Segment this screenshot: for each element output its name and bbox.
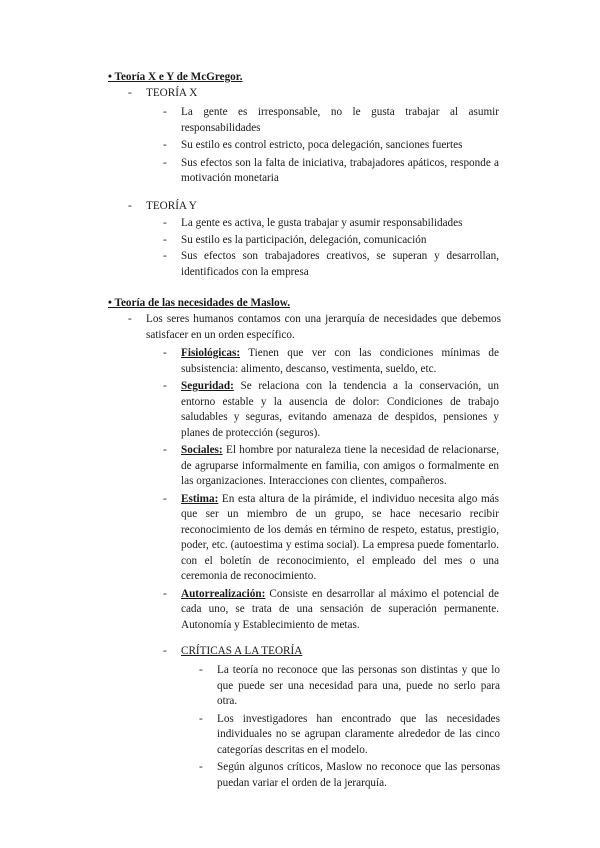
section-title-mcgregor: • Teoría X e Y de McGregor. (108, 71, 243, 83)
critiques-list (199, 663, 500, 791)
critiques-heading-row: - CRÍTICAS A LA TEORÍA (163, 645, 303, 657)
theory-x-heading-row (128, 86, 506, 102)
maslow-intro: - Los seres humanos contamos con una jerarquía de necesidades que debemos satisfacer en un orden específico. (128, 313, 501, 341)
theory-x-list (163, 105, 499, 187)
dash-bullet: - (128, 87, 132, 99)
need-item-esteem: - Estima: En esta altura de la pirámide, el individuo necesita algo más que ser un miembro de un grupo, se hace necesario recibir reconocimiento de los demás en término de respeto, estatus, prestigio, poder, etc. (autoestima y estima social). La empresa puede fomentarlo. con el boletín de reconocimiento, el empleado del mes o una ceremonia de reconocimiento. (163, 492, 499, 582)
list-item: - La gente es irresponsable, no le gusta trabajar al asumir responsabilidades (163, 106, 499, 134)
need-item-self-actualization: - Autorrealización: Consiste en desarrollar al máximo el potencial de cada uno, se trata de una sensación de superación permanente. Autonomía y Establecimiento de metas. (163, 587, 499, 631)
theory-y-heading-row: - TEORÍA Y (128, 200, 197, 212)
need-item-security: - Seguridad: Se relaciona con la tendencia a la conservación, un entorno estable y la ausencia de dolor: Condiciones de trabajo saludables y seguras, evitando amenaza de despidos, pensiones y planes de protección (seguros). (163, 380, 499, 439)
section-title-maslow: • Teoría de las necesidades de Maslow. (108, 297, 290, 309)
need-item-physiological: - Fisiológicas: Tienen que ver con las condiciones mínimas de subsistencia: alimento, descanso, vestimenta, sueldo, etc. (163, 347, 499, 375)
theory-y-heading: TEORÍA Y (146, 200, 197, 212)
list-item: - Según algunos críticos, Maslow no reconoce que las personas puedan variar el orden de la jerarquía. (199, 761, 500, 789)
list-item: - Los investigadores han encontrado que las necesidades individuales no se agrupan claramente alrededor de las cinco categorías descritas en el modelo. (199, 712, 500, 756)
need-item-social: - Sociales: El hombre por naturaleza tiene la necesidad de relacionarse, de agruparse informalmente en familia, con amigos o formalmente en las organizaciones. Interacciones con clientes, compañeros. (163, 444, 499, 487)
list-item: - Su estilo es la participación, delegación, comunicación (163, 233, 427, 246)
list-item: - La teoría no reconoce que las personas son distintas y que lo que puede ser una necesidad para una, puede no serlo para otra. (199, 664, 500, 707)
theory-x-heading: TEORÍA X (146, 87, 198, 99)
list-item: - Sus efectos son trabajadores creativos, se superan y desarrollan, identificados con la empresa (163, 250, 499, 278)
list-item: - La gente es activa, le gusta trabajar y asumir responsabilidades (163, 217, 463, 229)
critiques-heading: CRÍTICAS A LA TEORÍA (181, 645, 303, 657)
list-item: - Sus efectos son la falta de iniciativa, trabajadores apáticos, responde a motivación monetaria (163, 156, 499, 184)
needs-list (163, 346, 499, 633)
theory-y-list (163, 216, 499, 280)
list-item: - Su estilo es control estricto, poca delegación, sanciones fuertes (163, 139, 463, 151)
